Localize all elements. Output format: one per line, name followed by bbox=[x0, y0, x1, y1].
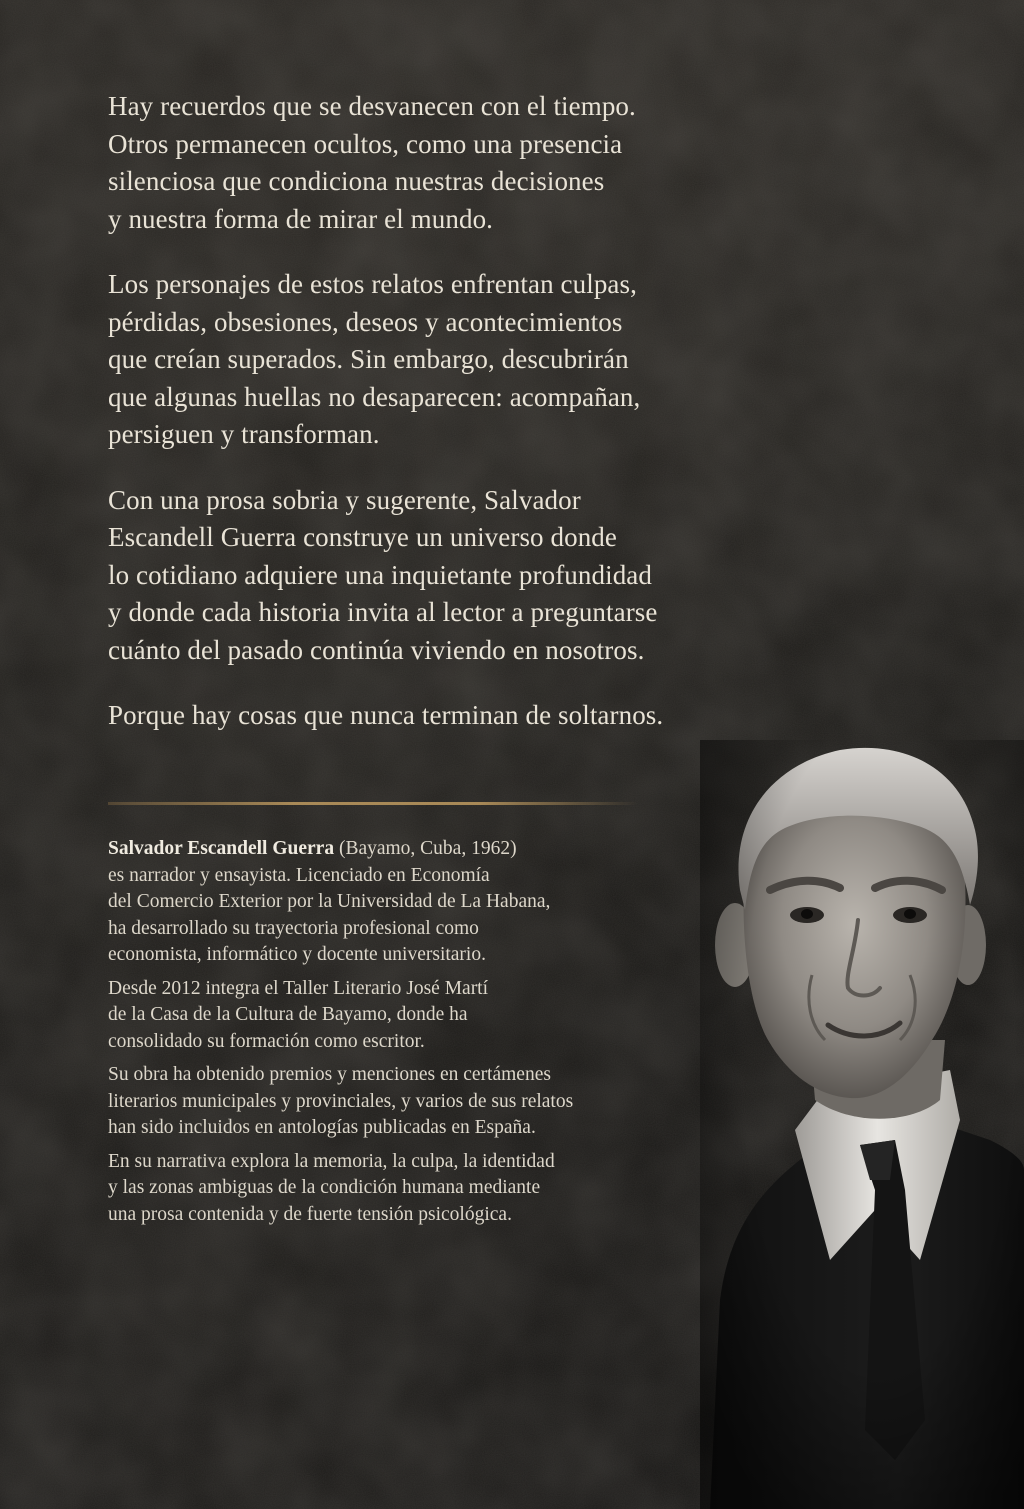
synopsis-paragraph-3: Con una prosa sobria y sugerente, Salvador Escandell Guerra construye un universo donde lo cotidiano adquiere una inquietante profundidad y donde cada historia invita al lector a preguntarse cuánto del pasado continúa viviendo en nosotros. bbox=[108, 484, 658, 665]
author-bio bbox=[108, 836, 668, 1235]
bio-paragraph-1 bbox=[108, 836, 668, 969]
bio-paragraph-4: En su narrativa explora la memoria, la culpa, la identidad y las zonas ambiguas de la condición humana mediante una prosa contenida y de fuerte tensión psicológica. bbox=[108, 1150, 555, 1225]
synopsis-paragraph-1: Hay recuerdos que se desvanecen con el tiempo. Otros permanecen ocultos, como una presencia silenciosa que condiciona nuestras decisiones y nuestra forma de mirar el mundo. bbox=[108, 91, 636, 234]
author-name: Salvador Escandell Guerra bbox=[108, 838, 335, 859]
author-portrait bbox=[700, 740, 1024, 1509]
synopsis-paragraph-4: Porque hay cosas que nunca terminan de soltarnos. bbox=[108, 700, 664, 730]
synopsis-paragraph-2: Los personajes de estos relatos enfrentan culpas, pérdidas, obsesiones, deseos y acontecimientos que creían superados. Sin embargo, descubrirán que algunas huellas no desaparecen: acompañan, persiguen y transforman. bbox=[108, 269, 641, 449]
bio-paragraph-1-text: (Bayamo, Cuba, 1962) es narrador y ensayista. Licenciado en Economía del Comercio Exterior por la Universidad de La Habana, ha desarrollado su trayectoria profesional como economista, informático y docente universitario. bbox=[108, 838, 551, 965]
bio-paragraph-2: Desde 2012 integra el Taller Literario José Martí de la Casa de la Cultura de Bayamo, donde ha consolidado su formación como escritor. bbox=[108, 977, 489, 1052]
gold-divider bbox=[108, 802, 638, 805]
portrait-photo-icon bbox=[700, 740, 1024, 1509]
bio-paragraph-3: Su obra ha obtenido premios y menciones en certámenes literarios municipales y provinciales, y varios de sus relatos han sido incluidos en antologías publicadas en España. bbox=[108, 1064, 574, 1138]
synopsis-text bbox=[108, 88, 708, 763]
